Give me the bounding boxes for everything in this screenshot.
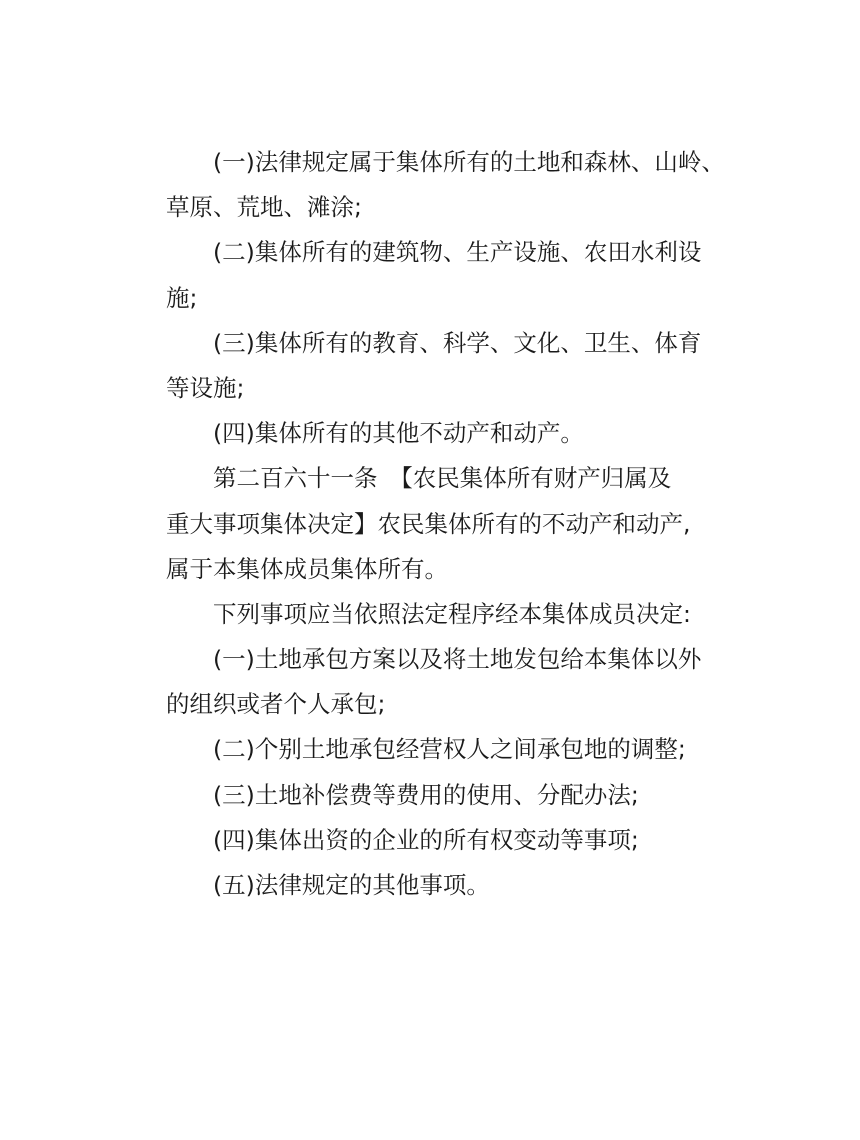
article-heading-line: 第二百六十一条 【农民集体所有财产归属及 (213, 464, 672, 493)
text-line: (二)集体所有的建筑物、生产设施、农田水利设 (213, 238, 702, 267)
text-line: 属于本集体成员集体所有。 (166, 554, 448, 583)
text-line: 下列事项应当依照法定程序经本集体成员决定: (213, 599, 691, 628)
text-line: (四)集体所有的其他不动产和动产。 (213, 419, 584, 448)
text-line: (一)土地承包方案以及将土地发包给本集体以外 (213, 645, 702, 674)
text-line: (二)个别土地承包经营权人之间承包地的调整; (213, 735, 686, 764)
text-line: (三)土地补偿费等费用的使用、分配办法; (213, 780, 639, 809)
text-line: 重大事项集体决定】农民集体所有的不动产和动产, (166, 509, 691, 538)
text-line: (五)法律规定的其他事项。 (213, 871, 490, 899)
text-line: 施; (166, 283, 198, 312)
text-line: (三)集体所有的教育、科学、文化、卫生、体育 (213, 328, 702, 357)
text-line: 草原、荒地、滩涂; (166, 193, 362, 222)
text-line: 的组织或者个人承包; (166, 690, 386, 719)
text-line: (四)集体出资的企业的所有权变动等事项; (213, 825, 639, 854)
text-line: 等设施; (166, 373, 245, 402)
text-line: (一)法律规定属于集体所有的土地和森林、山岭、 (213, 148, 725, 176)
law-text-body (166, 140, 725, 908)
